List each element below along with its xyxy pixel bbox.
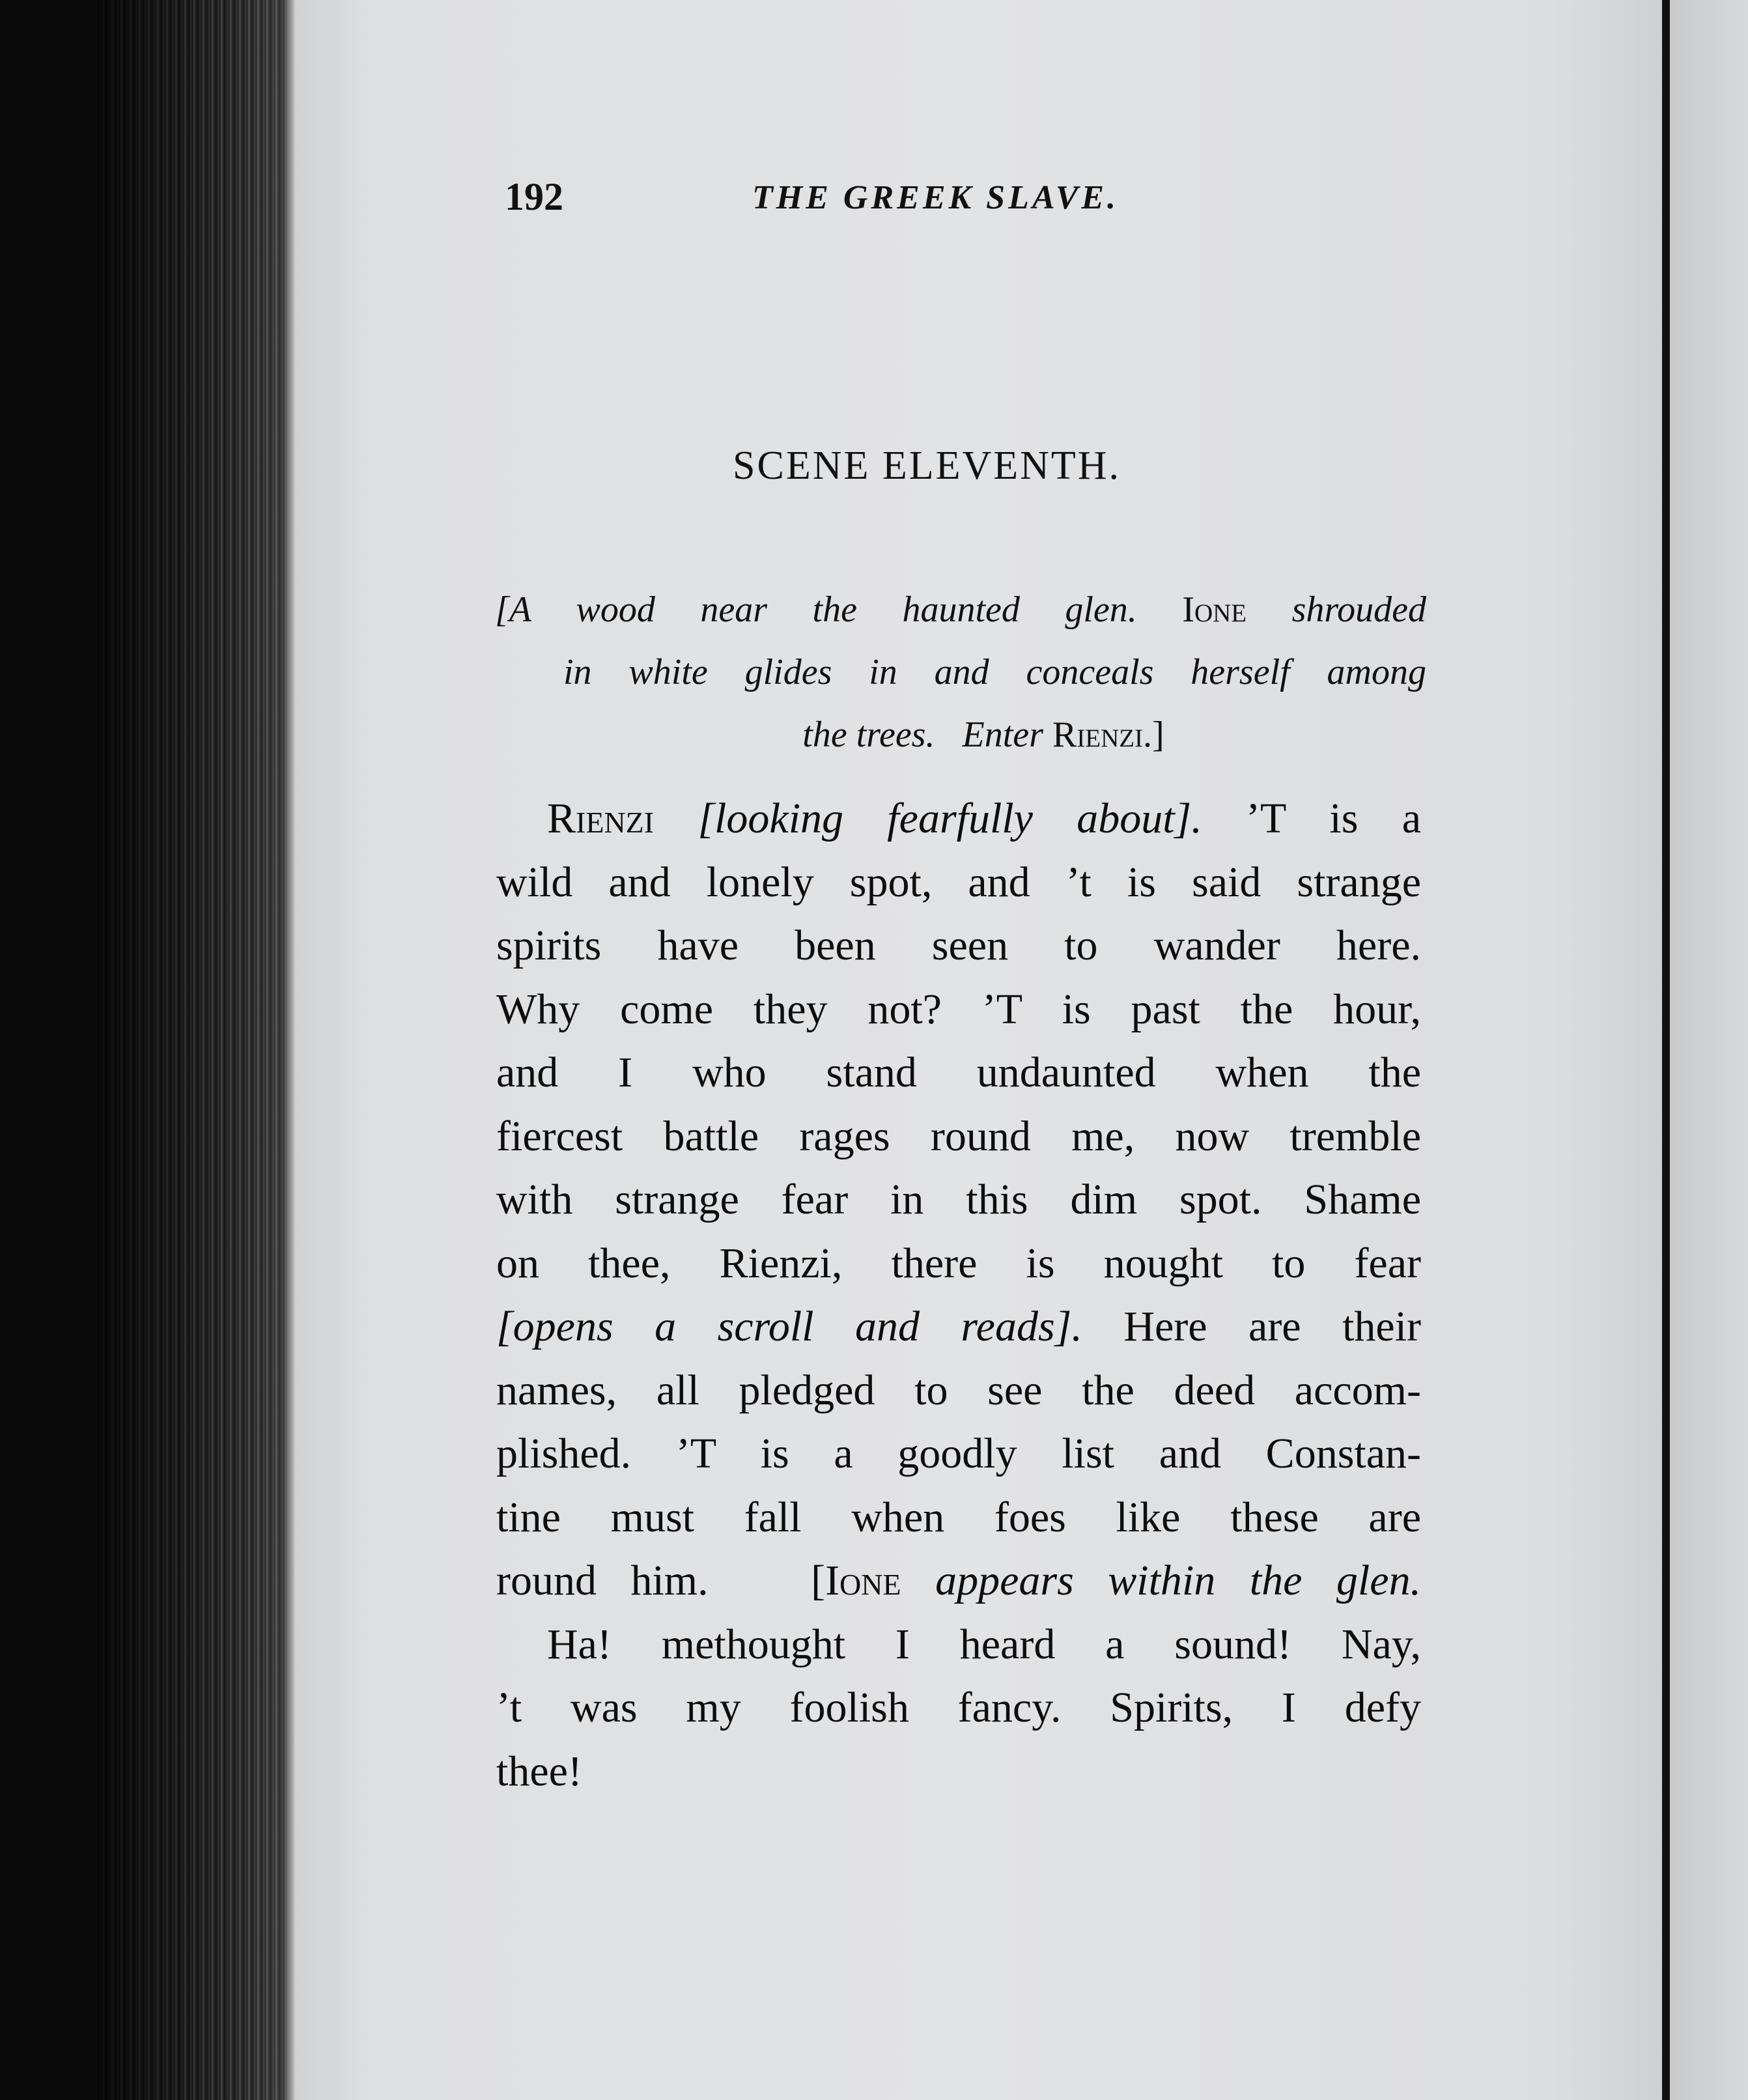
speech-line: spirits have been seen to wander here. bbox=[496, 922, 1421, 969]
speech-text: ’T is a bbox=[1246, 795, 1422, 842]
next-page-edge bbox=[1670, 0, 1748, 2100]
speech-line: ’t was my foolish fancy. Spirits, I defy bbox=[496, 1684, 1421, 1731]
speech-text: Here are their bbox=[1123, 1303, 1422, 1350]
speech-line: thee! bbox=[496, 1747, 582, 1795]
stage-text: .] bbox=[1143, 715, 1164, 755]
speaker-name: Rienzi bbox=[547, 795, 655, 842]
speech-line: tine must fall when foes like these are bbox=[496, 1493, 1421, 1541]
speech-line: and I who stand undaunted when the bbox=[496, 1049, 1421, 1096]
speech-line: wild and lonely spot, and ’t is said strange bbox=[496, 858, 1421, 906]
stage-direction-line: in white glides in and conceals herself among bbox=[563, 652, 1426, 692]
speech-block bbox=[496, 787, 1421, 1803]
stage-direction bbox=[495, 578, 1426, 766]
character-name: Ione bbox=[825, 1557, 901, 1604]
speech-text: round him. bbox=[496, 1557, 709, 1604]
character-name: Ione bbox=[1182, 589, 1247, 630]
running-head bbox=[505, 175, 1417, 233]
speech-line: on thee, Rienzi, there is nought to fear bbox=[496, 1239, 1421, 1287]
stage-text: shrouded bbox=[1291, 589, 1427, 630]
speech-line: fiercest battle rages round me, now tremble bbox=[496, 1112, 1421, 1160]
speech-line: Why come they not? ’T is past the hour, bbox=[496, 985, 1421, 1033]
speech-line bbox=[496, 1549, 1421, 1613]
scene-heading: SCENE ELEVENTH. bbox=[733, 444, 1121, 488]
speech-line bbox=[496, 787, 1421, 851]
stage-direction-line bbox=[495, 578, 1426, 641]
speech-line: plished. ’T is a goodly list and Constan- bbox=[496, 1430, 1421, 1477]
stage-text: the trees. bbox=[802, 715, 935, 755]
speech-line: with strange fear in this dim spot. Shame bbox=[496, 1176, 1421, 1223]
page-edges-shadow bbox=[98, 0, 293, 2100]
speech-text: [ bbox=[811, 1557, 826, 1604]
speech-line bbox=[496, 1295, 1421, 1359]
inline-direction: appears within the glen. bbox=[935, 1557, 1421, 1604]
inline-direction: [opens a scroll and reads]. bbox=[496, 1303, 1082, 1350]
page-number: 192 bbox=[505, 175, 563, 218]
right-page-fold bbox=[1662, 0, 1670, 2100]
inline-direction: [looking fearfully about]. bbox=[698, 795, 1202, 842]
speech-line: Ha! methought I heard a sound! Nay, bbox=[547, 1620, 1421, 1668]
stage-direction-line bbox=[495, 703, 1426, 766]
stage-text: Enter bbox=[962, 715, 1043, 755]
speech-line: names, all pledged to see the deed accom- bbox=[496, 1366, 1421, 1414]
stage-text: [A wood near the haunted glen. bbox=[495, 589, 1137, 630]
running-title: THE GREEK SLAVE. bbox=[752, 179, 1120, 216]
character-name: Rienzi bbox=[1052, 715, 1144, 755]
